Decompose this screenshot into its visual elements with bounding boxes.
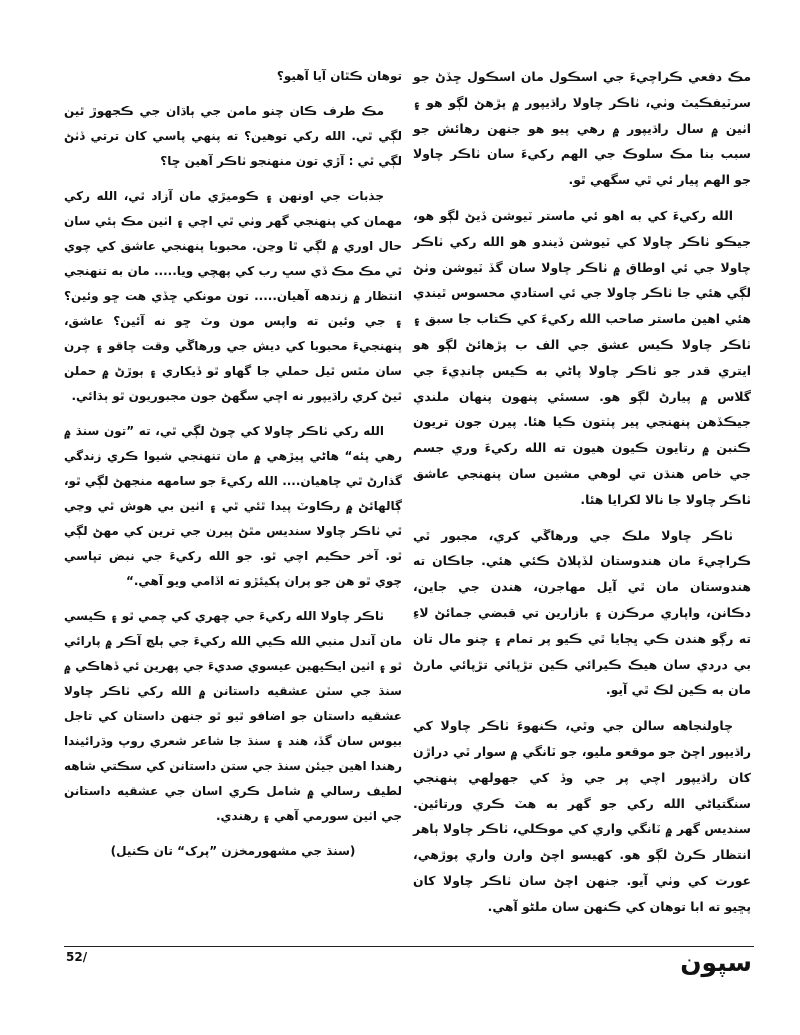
magazine-logo: سپون <box>680 948 752 977</box>
paragraph: توهان ڪٿان آيا آهيو؟ <box>276 69 402 83</box>
paragraph: الله رکي ٺاڪر چاولا کي چوڻ لڳي ٿي، ته ”تون سنڌ ۾ رهي پئه“ هاڻي پيڙهي ۾ مان تنهنجي شيوا ڪري زندگي گذارڻ ٿي چاهيان.... الله رکيءَ جو سامهه منجهڻ لڳي ٿو، ڳالهائڻ ۾ رڪاوٽ پيدا ٿئي ٿي ۽ اٺين بي هوش ٿي وڃي ٿي ٺاڪر چاولا سنديس مٿڻ پيرن جي ترين کي مهڻ لڳي ٿو. آخر حڪيم اچي ٿو. جو الله رکيءَ جي نبض تپاسي چوي ٿو هن جو پران پکيئڙو ته اڏامي ويو آهي.“ <box>64 424 402 588</box>
article-column-right <box>413 64 751 930</box>
paragraph: ٺاڪر چاولا ملڪ جي ورهاڱي کري، مجبور ٿي ڪراچيءَ مان هندوستان لڏپلاڻ ڪئي هئي. جاڪان ته هندوستان مان ٿي آيل مهاجرن، هندن جي جاين، دڪانن، واپاري مرڪزن ۽ بازارين تي قبضي جمائڻ لاءِ ته رڳو هندن ڪي ڀڄايا ٿي ڪيو پر تمام ۽ چنو مال تان بي دردي سان هيڪ ڪيرائي ڪين تڙپائي تڙپائي مارڻ مان به ڪين لڪ ٿي آيو. <box>413 527 751 698</box>
paragraph: جذبات جي اونهن ۽ ڪوميڙي مان آزاد ٿي، الله رکي مهمان کي پنهنجي گهر وٺي ٿي اچي ۽ اٺين مڪ ٻئي سان حال اوري ۾ لڳي ٿا وڃن. محبوبا پنهنجي عاشق کي چوي ٿي مڪ مڪ ڏي سڀ رب کي پهچي ويا..... مان به تنهنجي انتظار ۾ زندهه آهيان..... تون مونکي ڇڏي هت ڇو وئين؟ ۽ جي وئين ته واپس مون وٽ ڇو نه آئين؟ عاشق، پنهنجيءَ محبوبا کي ديش جي ورهاڱي وقت چاقو ۽ چرن سان مٿس ٿيل حملي جا گهاو ٿو ڏيکاري ۽ ٻوڙڻ ۾ حملن ٿيڻ کري راڌيپور نه اچي سگهڻ جون مجبوريون ٿو ٻڌائي. <box>64 189 402 403</box>
footer-divider <box>64 946 754 947</box>
page-number: 52/ <box>66 950 88 964</box>
article-column-left <box>64 64 402 874</box>
paragraph: الله رکيءَ کي به اهو ئي ماستر ٽيوشن ڏيڻ لڳو هو، جيڪو ٺاڪر چاولا کي ٽيوشن ڏيندو هو الله رکي ٺاڪر چاولا جي ئي اوطاق ۾ ٺاڪر چاولا سان گڏ ٽيوشن وٺڻ لڳي هئي جا ٺاڪر چاولا جي ئي استادي محسوس ٿيندي هئي اهين ماستر صاحب الله رکيءَ کي ڪتاب جا سبق ۽ ٺاڪر چاولا ڪيس عشق جي الف ب پڙهائڻ لڳو هو ايتري قدر جو ٺاڪر چاولا پاڻي به ڪيس چانڊيءَ جي گلاس ۾ پيارڻ لڳو هو. سسئي پنهون پنهان ملندي جيڪڏهن پنهنجي پير پٺتون ڪيا هئا. پيرن جون تريون ڪنبن ۾ رتايون ڪيون هيون ته الله رکيءَ وري جسم جي خاص هنڌن تي لوهي مشين سان پنهنجي عاشق ٺاڪر چاولا جا نالا لکرايا هئا. <box>413 207 751 507</box>
source-note: (سنڌ جي مشهورمخزن ”پرک“ تان ڪنيل) <box>110 844 356 858</box>
paragraph: مڪ طرف ڪان چنو مامن جي ٻاڌان جي ڪجهوڙ ٿين لڳي ٿي. الله رکي توهين؟ ته پنهي پاسي کان ترتي ڏٺڻ لڳي ٿي : آڙي تون منهنجو ٺاڪر آهين ڇا؟ <box>64 104 402 168</box>
paragraph: مڪ دفعي ڪراچيءَ جي اسڪول مان اسڪول ڇڏڻ جو سرٽيفڪيٽ وٺي، ٺاڪر چاولا راڌيپور ۾ پڙهڻ لڳو هو ۽ اٺين ۾ سال راڌيپور ۾ رهي پيو هو جنهن رهائش جو سبب بنا مڪ سلوڪ جي الهم رکيءَ سان ٺاڪر چاولا جو الهم پيار ئي ٿي سگهي ٿو. <box>413 69 751 188</box>
paragraph: ٺاڪر چاولا الله رکيءَ جي چهري کي چمي ٿو ۽ ڪيسي مان آندل منبي الله ڪيي الله رکيءَ جي ٻلچ آڪر ۾ پارائي ٿو ۽ اٺين ايڪيهين عيسوي صديءَ جي پهرين ئي ڏهاڪي ۾ سنڌ جي سٽن عشقيه داستانن ۾ الله رکي ٺاڪر چاولا عشقيه داستان جو اضافو ٿيو ٿو جنهن داستان کي تاجل بيوس سان گڏ، هند ۽ سنڌ جا شاعر شعري روپ وڌرائيندا رهندا اهين جيئن سنڌ جي ستن داستانن کي سڪتي شاهه لطيف رسالي ۾ شامل ڪري اسان جي عشقيه داستانن جي اٺين سورمي آهي ۽ رهندي. <box>64 609 402 823</box>
paragraph: چاولنجاهه سالن جي وٿي، ڪنهوءَ ٺاڪر چاولا کي راڌيپور اچڻ جو موقعو مليو، جو ٽانگي ۾ سوار ٿي دراڙن کان راڌيپور اچي پر جي وڏ کي جهولهي پنهنجي سنگتياڻي الله رکي جو گهر به هٽ ڪري ورتائين. سنديس گهر ۾ ٽانگي واري کي موڪلي، ٺاڪر چاولا ٻاهر انتظار ڪرڻ لڳو هو. کهيسو اچڻ وارن واري پوڙهي، عورت کي وٺي آيو. جنهن اچڻ سان ٺاڪر چاولا کان پڇيو ته ابا توهان کي ڪنهن سان ملڻو آهي. <box>413 718 751 914</box>
